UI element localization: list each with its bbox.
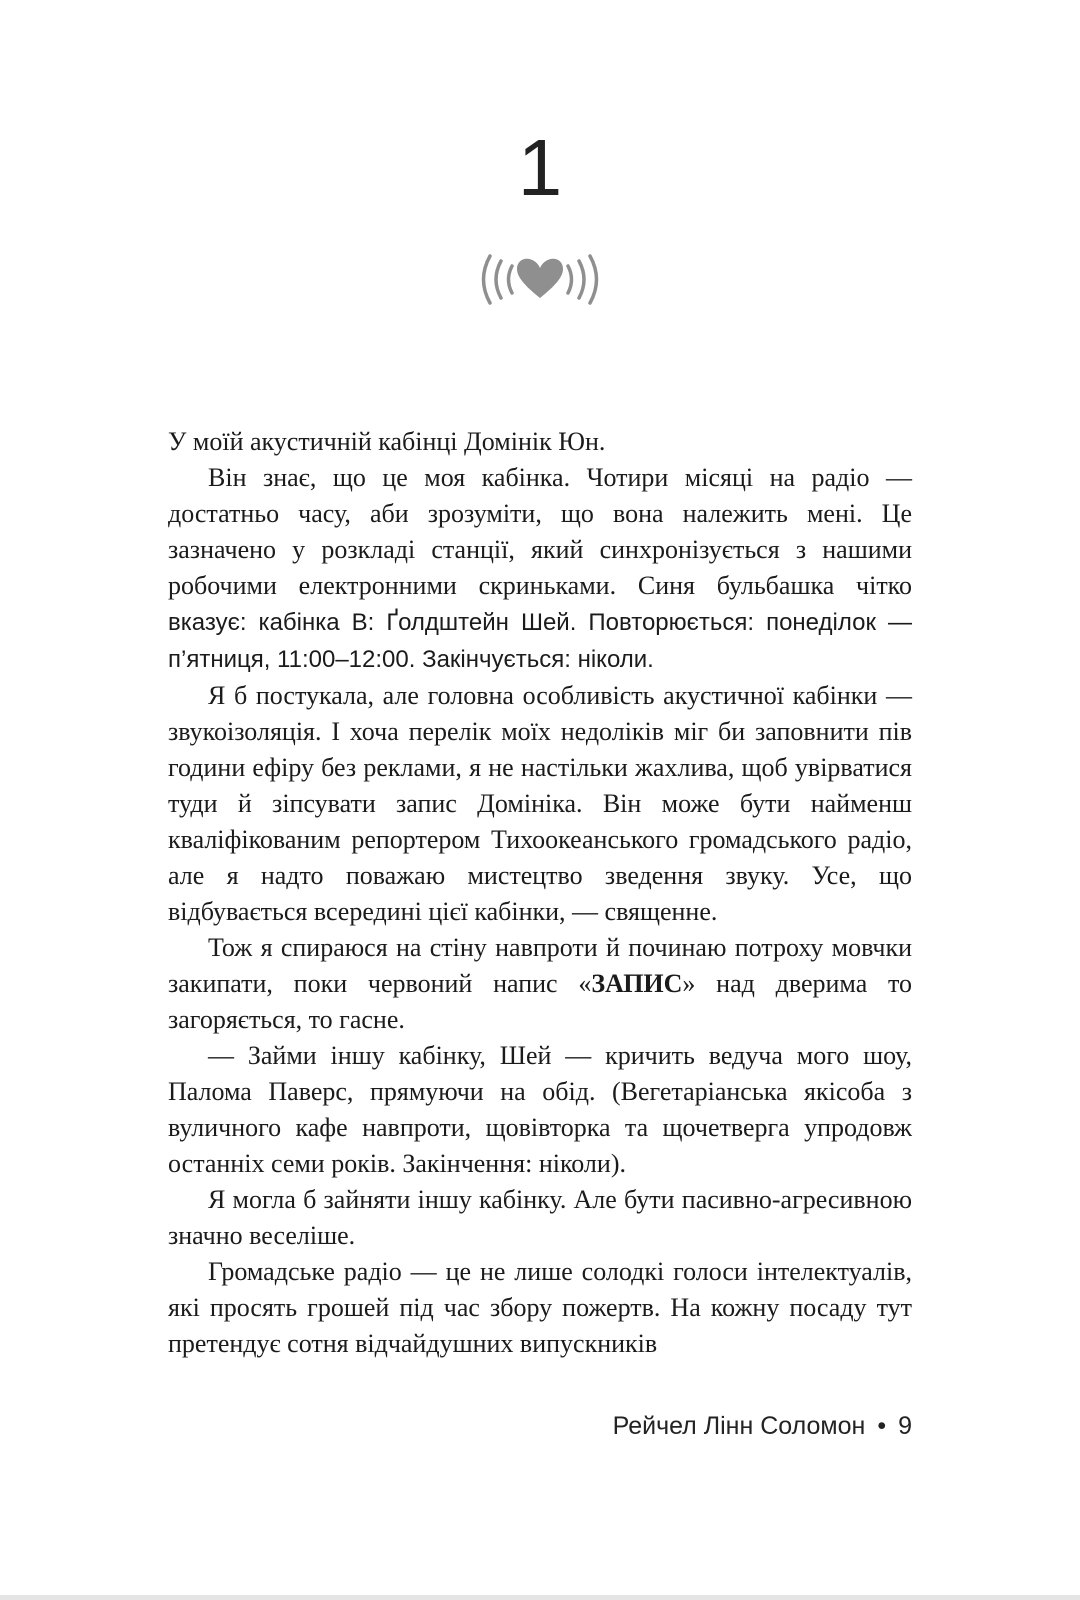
heart-icon — [517, 259, 563, 298]
sound-wave-right-outer — [590, 256, 597, 303]
text-run-serif: Він знає, що це моя кабінка. Чотири місяці на радіо — достатньо часу, аби зрозуміти, що вона належить мені. Це зазначено у розкладі станції, який синхронізується з нашими робочими електронними скриньками. Синя бульбашка чітко — [168, 463, 912, 600]
chapter-ornament — [0, 248, 1080, 312]
page-footer — [168, 1412, 912, 1441]
paragraph — [168, 1254, 912, 1362]
text-run-serif: Тож я спираюся на стіну навпроти й починаю потроху мовчки закипати, поки червоний напис « — [168, 933, 912, 998]
sound-wave-left-inner — [509, 266, 513, 293]
text-run-serif: У моїй акустичній кабінці Домінік Юн. — [168, 427, 606, 456]
paragraph — [168, 460, 912, 678]
footer-author: Рейчел Лінн Соломон — [612, 1412, 866, 1440]
page-bottom-edge — [0, 1595, 1080, 1600]
sound-wave-left-outer — [484, 256, 491, 303]
chapter-number: 1 — [517, 123, 563, 212]
sound-wave-left-middle — [496, 261, 501, 298]
text-run-serif: » над дверима то загоряється, то гасне. — [168, 969, 913, 1034]
text-run-serif: Громадське радіо — це не лише солодкі голоси інтелектуалів, які просять грошей під час збору пожертв. На кожну посаду тут претендує сотня відчайдушних випускників — [168, 1257, 912, 1358]
radio-broadcast-heart-icon — [470, 248, 610, 312]
body-text — [168, 424, 912, 1362]
text-run-sans: вказує: кабінка В: Ґолдштейн Шей. Повторюється: понеділок — п’ятниця, 11:00–12:00. Закінчується: ніколи. — [168, 609, 912, 673]
paragraph — [168, 678, 912, 930]
text-run-bold: ЗАПИС — [591, 969, 683, 998]
footer-page-number: 9 — [898, 1412, 912, 1440]
text-run-serif: — Займи іншу кабінку, Шей — кричить ведуча мого шоу, Палома Паверс, прямуючи на обід. (Вегетаріанська якісоба з вуличного кафе навпроти, щовівторка та щочетверга упродовж останніх семи років. Закінчення: ніколи). — [168, 1041, 912, 1178]
paragraph — [168, 424, 912, 460]
paragraph — [168, 1182, 912, 1254]
text-run-serif: Я могла б зайняти іншу кабінку. Але бути пасивно-агресивною значно веселіше. — [168, 1185, 912, 1250]
text-run-serif: Я б постукала, але головна особливість акустичної кабінки — звукоізоляція. І хоча перелік моїх недоліків міг би заповнити пів години ефіру без реклами, я не настільки жахлива, щоб увірватися туди й зіпсувати запис Домініка. Він може бути найменш кваліфікованим репортером Тихоокеанського громадського радіо, але я надто поважаю мистецтво зведення звуку. Усе, що відбувається всередині цієї кабінки, — священне. — [168, 681, 912, 926]
paragraph — [168, 1038, 912, 1182]
paragraph — [168, 930, 912, 1038]
footer-separator: • — [877, 1412, 887, 1440]
sound-wave-right-middle — [579, 261, 584, 298]
sound-wave-right-inner — [568, 266, 572, 293]
